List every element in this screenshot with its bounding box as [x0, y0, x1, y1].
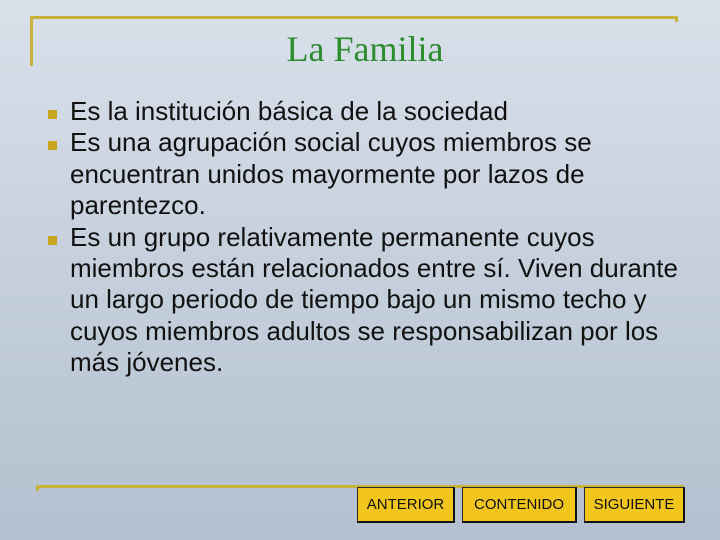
bullet-text: Es una agrupación social cuyos miembros se encuentran unidos mayormente por lazos de parentezco. [70, 127, 592, 221]
bullet-text: Es la institución básica de la sociedad [70, 96, 508, 126]
contents-button[interactable]: CONTENIDO [462, 487, 577, 523]
square-bullet-icon [48, 236, 57, 245]
square-bullet-icon [48, 141, 57, 150]
slide-title: La Familia [286, 29, 444, 69]
bullet-item [48, 222, 688, 379]
frame-top-rule [30, 16, 678, 19]
previous-button[interactable]: ANTERIOR [357, 487, 455, 523]
frame-right-tick [675, 16, 678, 22]
bullet-text: Es un grupo relativamente permanente cuyos miembros están relacionados entre sí. Viven durante un largo periodo de tiempo bajo un mismo techo y cuyos miembros adultos se responsabilizan por los más jóvenes. [70, 221, 678, 378]
square-bullet-icon [48, 110, 57, 119]
next-button[interactable]: SIGUIENTE [584, 487, 685, 523]
bullet-item [48, 127, 688, 221]
bullet-item [48, 96, 688, 127]
frame-bottom-left-tick [36, 485, 39, 491]
bullet-list [48, 96, 688, 379]
